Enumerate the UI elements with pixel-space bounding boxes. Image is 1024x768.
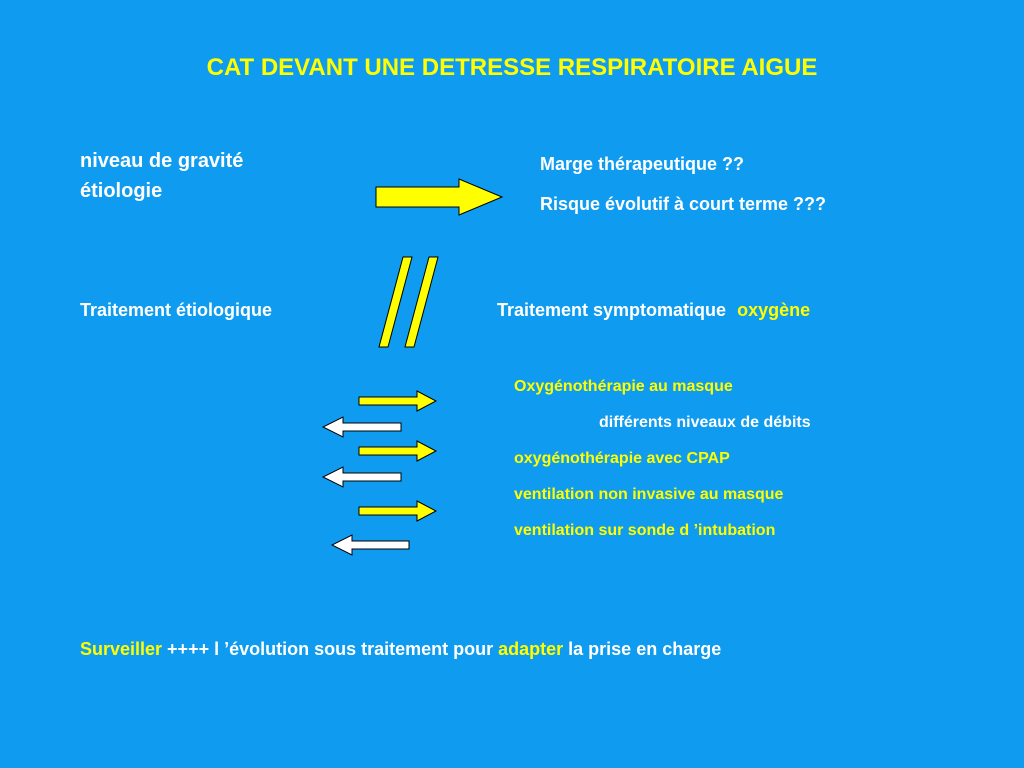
oxygen-list-item-mask: Oxygénothérapie au masque bbox=[514, 378, 733, 395]
footer-middle-text: ++++ l ’évolution sous traitement pour bbox=[162, 639, 499, 659]
etiologic-treatment-text: Traitement étiologique bbox=[80, 300, 273, 320]
oxygen-list-item-flow-levels: différents niveaux de débits bbox=[599, 414, 811, 431]
small-right-arrow-icon bbox=[359, 441, 436, 461]
not-equal-slash-right bbox=[405, 257, 438, 347]
footer-adapt-word: adapter bbox=[498, 639, 564, 659]
oxygen-list-item-niv: ventilation non invasive au masque bbox=[514, 486, 784, 503]
small-right-arrow-icon bbox=[359, 501, 436, 521]
small-left-arrow-icon bbox=[332, 535, 409, 555]
etiology-text: étiologie bbox=[80, 180, 163, 202]
footer-end-text: la prise en charge bbox=[563, 639, 722, 659]
risk-text: Risque évolutif à court terme ??? bbox=[540, 194, 827, 214]
main-right-arrow-icon bbox=[376, 179, 502, 215]
small-right-arrow-icon bbox=[359, 391, 436, 411]
severity-level-text: niveau de gravité bbox=[80, 150, 244, 172]
margin-text: Marge thérapeutique ?? bbox=[540, 154, 745, 174]
slide-title: CAT DEVANT UNE DETRESSE RESPIRATOIRE AIGUE bbox=[206, 54, 818, 81]
symptomatic-treatment-label: Traitement symptomatique bbox=[497, 300, 727, 320]
footer-monitor-word: Surveiller bbox=[80, 639, 163, 659]
small-left-arrow-icon bbox=[323, 417, 401, 437]
oxygen-list-item-cpap: oxygénothérapie avec CPAP bbox=[514, 450, 730, 467]
oxygen-highlight: oxygène bbox=[737, 300, 811, 320]
oxygen-list-item-intubation: ventilation sur sonde d ’intubation bbox=[514, 522, 776, 539]
not-equal-slash-left bbox=[379, 257, 412, 347]
small-left-arrow-icon bbox=[323, 467, 401, 487]
